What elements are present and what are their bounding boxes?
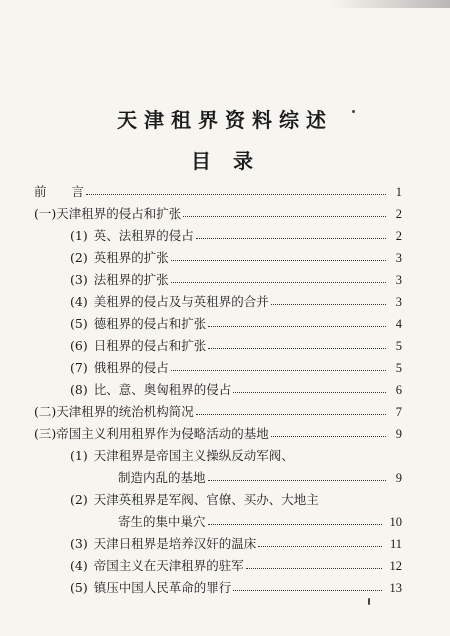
toc-row-page: 1 [395,185,402,199]
toc-row-page: 3 [395,251,402,265]
toc-row-label: 美租界的侵占及与英租界的合并 [93,294,269,309]
scan-edge-shadow [330,0,450,8]
toc-row-page: 2 [395,229,402,243]
toc-row-page: 4 [395,317,402,331]
dot-leader [271,304,386,305]
toc-row[interactable] [70,226,402,244]
toc-row-continuation[interactable] [118,468,402,486]
toc-row-number: (5) [70,316,88,331]
toc-row-page: 6 [395,383,402,397]
dot-leader [246,568,382,569]
toc-row-number: 前 言 [34,184,85,199]
dot-leader [271,436,386,437]
toc-row-label: 天津英租界是军阀、官僚、买办、大地主 [93,492,319,507]
toc-row-number: (2) [70,492,88,507]
toc-row-number: (4) [70,294,88,309]
toc-row-label: 帝国主义在天津租界的驻军 [93,558,244,573]
toc-row-label: 制造内乱的基地 [118,470,206,485]
toc-row-label: 镇压中国人民革命的罪行 [93,580,232,595]
dot-leader [196,414,386,415]
toc-row-page: 7 [395,405,402,419]
toc-row-number: (8) [70,382,88,397]
toc-row-page: 13 [389,581,402,595]
dot-leader [208,348,386,349]
toc-row-number: (一) [34,206,57,221]
dot-leader [86,194,386,195]
dot-leader [183,216,386,217]
toc-row-label: 俄租界的侵占 [93,360,169,375]
toc-row-page: 9 [395,427,402,441]
scan-speck [352,110,355,113]
toc-row-label: 英租界的扩张 [93,250,169,265]
toc-row-page: 12 [389,559,402,573]
toc-row[interactable] [70,556,402,574]
toc-row-number: (7) [70,360,88,375]
toc-row-continuation[interactable] [118,512,402,530]
toc-row[interactable] [34,204,402,222]
toc-row-number: (3) [70,272,88,287]
toc-row-label: 英、法租界的侵占 [93,228,194,243]
toc-row[interactable] [34,402,402,420]
toc-row-label: 日租界的侵占和扩张 [93,338,207,353]
toc-row-label: 天津租界的统治机构简况 [56,404,194,419]
toc-row-label: 法租界的扩张 [93,272,169,287]
toc-row-number: (6) [70,338,88,353]
toc-row-page: 5 [395,361,402,375]
toc-row[interactable] [70,336,402,354]
toc-row-page: 9 [395,471,402,485]
toc-row-number: (1) [70,228,88,243]
toc-row[interactable] [34,424,402,442]
dot-leader [171,282,386,283]
toc-row-page: 5 [395,339,402,353]
toc-row[interactable] [70,314,402,332]
toc-row-label: 德租界的侵占和扩张 [93,316,207,331]
toc-row-page: 10 [389,515,402,529]
toc-row[interactable] [70,534,402,552]
toc-row[interactable] [70,358,402,376]
dot-leader [208,326,386,327]
dot-leader [258,546,382,547]
toc-row-number: (1) [70,448,88,463]
toc-row-label: 天津租界的侵占和扩张 [56,206,182,221]
toc-row-number: (三) [34,426,57,441]
dot-leader [171,260,386,261]
dot-leader [208,524,382,525]
dot-leader [233,392,386,393]
toc-row[interactable] [70,270,402,288]
toc-row-page: 3 [395,295,402,309]
toc-row-page: 3 [395,273,402,287]
toc-row[interactable] [70,446,402,464]
toc-row[interactable] [70,292,402,310]
dot-leader [171,370,386,371]
toc-row-preface[interactable] [34,182,402,200]
toc-row-number: (2) [70,250,88,265]
toc-row[interactable] [70,490,402,508]
dot-leader [196,238,386,239]
toc-row-number: (二) [34,404,57,419]
dot-leader [208,480,386,481]
dot-leader [233,590,382,591]
toc-row[interactable] [70,248,402,266]
toc-row[interactable] [70,578,402,596]
toc-row-label: 天津租界是帝国主义操纵反动军阀、 [93,448,294,463]
toc-row-label: 帝国主义利用租界作为侵略活动的基地 [56,426,269,441]
toc-row-label: 天津日租界是培养汉奸的温床 [93,536,257,551]
page-title: 天津租界资料综述 [117,108,333,132]
toc-row-number: (3) [70,536,88,551]
toc-row[interactable] [70,380,402,398]
toc-row-label: 比、意、奥匈租界的侵占 [93,382,232,397]
scan-speck [368,598,370,605]
toc-row-number: (5) [70,580,88,595]
toc-row-page: 11 [389,537,402,551]
toc-row-label: 寄生的集中巢穴 [118,514,206,529]
toc-heading: 目录 [191,149,275,173]
toc-row-number: (4) [70,558,88,573]
toc-row-page: 2 [395,207,402,221]
